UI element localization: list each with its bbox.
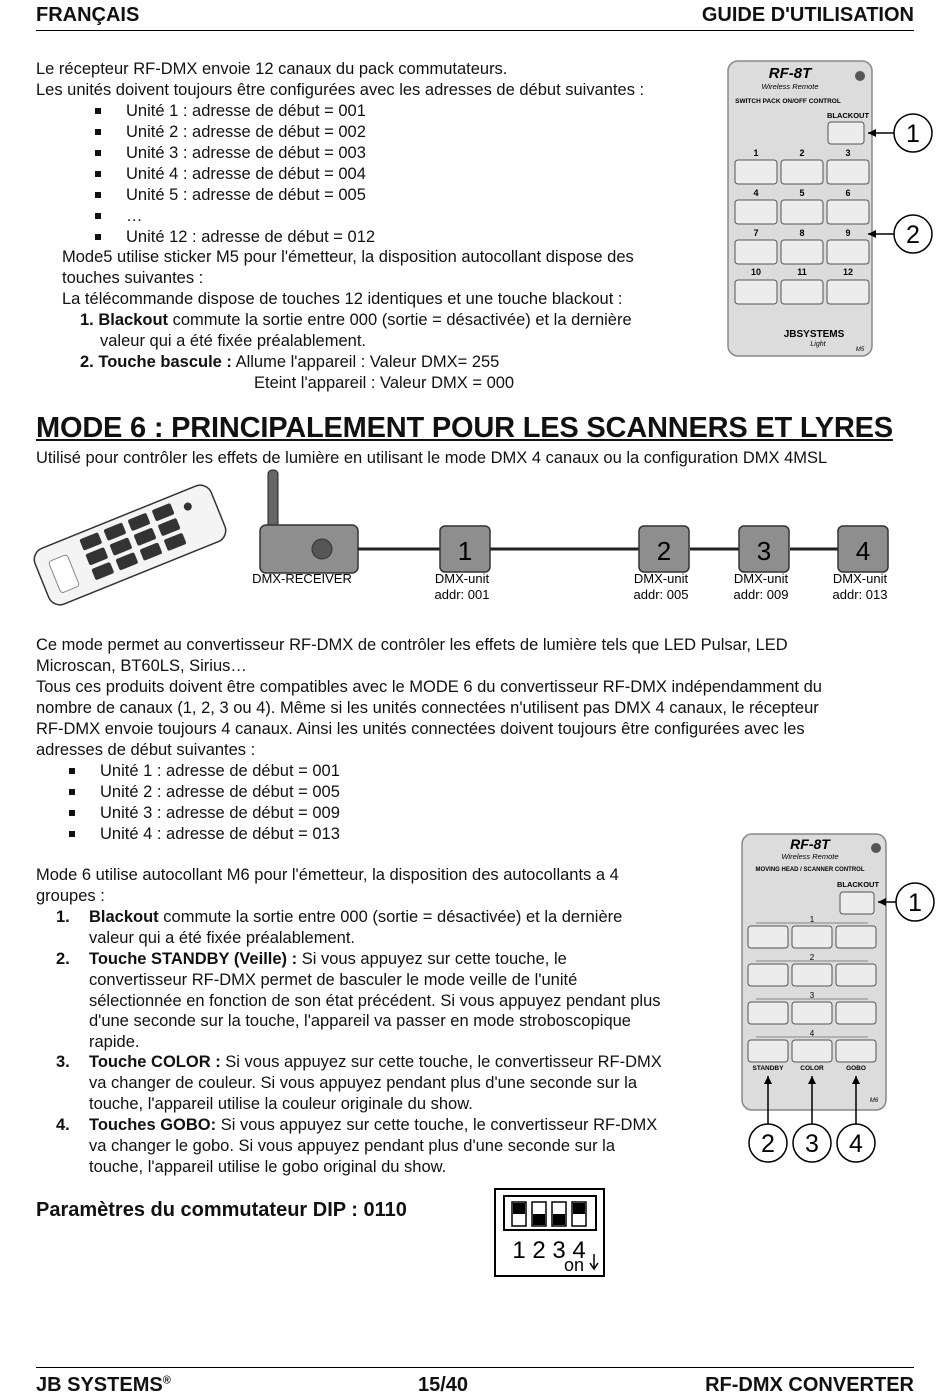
m6-item-3-line-2: va changer de couleur. Si vous appuyez pendant plus d'une seconde sur la: [89, 1073, 638, 1092]
remote-m6-group-4-key-2: [792, 1040, 832, 1062]
m6-sticker-line2: groupes :: [36, 887, 105, 905]
dmx-unit-3-number: 3: [756, 536, 772, 566]
remote-m5-key-2-label: 2: [799, 148, 805, 158]
remote-m6-group-4-key-3: [836, 1040, 876, 1062]
remote-m6-group-1-key-3: [836, 926, 876, 948]
m6-item-4-line-3: touche, l'appareil utilise le gobo original du show.: [89, 1157, 447, 1176]
remote-m6-group-4-key-1: [748, 1040, 788, 1062]
dip-switch-1-lever: [513, 1203, 525, 1214]
m6-callout-1-label: 1: [908, 889, 922, 917]
dip-switch-2-lever: [533, 1214, 545, 1225]
remote-m5-brand: JBSYSTEMS: [783, 329, 845, 340]
remote-m6-group-1-key-1: [748, 926, 788, 948]
remote-m6-group-1-key-2: [792, 926, 832, 948]
remote-m6-group-3-label: 3: [809, 991, 815, 1000]
m6-item-3: 3. Touche COLOR : Si vous appuyez sur cette touche, le convertisseur RF-DMX: [56, 1053, 662, 1071]
m6-item-2-line-2: convertisseur RF-DMX permet de basculer le mode veille de l'unité: [89, 970, 578, 989]
remote-m5-key-8: [781, 240, 823, 264]
s5-unit-5: Unité 5 : adresse de début = 005: [126, 186, 366, 204]
remote-m5-key-3: [827, 160, 869, 184]
remote-m6-color-label: COLOR: [800, 1065, 824, 1072]
remote-m5-key-9: [827, 240, 869, 264]
remote-m6-caption: MOVING HEAD / SCANNER CONTROL: [755, 867, 865, 873]
page-footer: [36, 1367, 914, 1398]
dip-number-1: 1: [512, 1237, 526, 1264]
dmx-unit-2-number: 2: [656, 536, 672, 566]
remote-m5-key-5-label: 5: [799, 188, 805, 198]
remote-m5-key-7-label: 7: [753, 228, 759, 238]
s5-item-2: 2. Touche bascule : Allume l'appareil : Valeur DMX= 255: [80, 353, 500, 371]
dip-switch-4-lever: [573, 1203, 585, 1214]
m6-item-2-line-5: rapide.: [89, 1033, 140, 1052]
remote-m6-gobo-label: GOBO: [846, 1065, 866, 1072]
s5-unit-3: Unité 3 : adresse de début = 003: [126, 144, 366, 162]
remote-m5-key-1: [735, 160, 777, 184]
footer-brand: JB SYSTEMS®: [36, 1374, 171, 1396]
receiver-label: DMX-RECEIVER: [252, 571, 352, 586]
dmx-unit-2-addr: addr: 005: [633, 587, 689, 602]
remote-m6-group-2-key-2: [792, 964, 832, 986]
remote-m5-key-3-label: 3: [845, 148, 851, 158]
remote-m5-caption: SWITCH PACK ON/OFF CONTROL: [735, 98, 841, 105]
remote-m6-blackout-label: BLACKOUT: [836, 880, 880, 889]
s5-sticker-line-2: touches suivantes :: [62, 269, 204, 287]
remote-m5-key-1-label: 1: [753, 148, 759, 158]
dip-number-4: 4: [572, 1237, 586, 1264]
remote-m5-key-12: [827, 280, 869, 304]
m6-para1-line1: Ce mode permet au convertisseur RF-DMX de contrôler les effets de lumière tels que LED Pulsar, LED: [36, 636, 788, 654]
m6-callout-4-label: 4: [849, 1130, 863, 1158]
footer-product: RF-DMX CONVERTER: [705, 1374, 914, 1396]
s5-remote-line: La télécommande dispose de touches 12 identiques et une touche blackout :: [62, 290, 623, 308]
m6-para2-line2: nombre de canaux (1, 2, 3 ou 4). Même si les unités connectées n'utilisent pas DMX 4 canaux, le récepteur: [36, 699, 819, 717]
s5-unit-1: Unité 1 : adresse de début = 001: [126, 102, 366, 120]
dip-on-label: on: [563, 1255, 585, 1275]
remote-m5-key-4: [735, 200, 777, 224]
s5-unit-12: Unité 12 : adresse de début = 012: [126, 228, 376, 246]
remote-m6-blackout-key: [840, 892, 874, 914]
remote-m5-key-11-label: 11: [797, 267, 807, 277]
m6-callout-3-label: 3: [805, 1130, 819, 1158]
m6-item-3-line-3: touche, l'appareil utilise la couleur originale du show.: [89, 1094, 473, 1113]
remote-m6-model: M6: [869, 1098, 879, 1104]
mode6-heading: MODE 6 : PRINCIPALEMENT POUR LES SCANNERS ET LYRES: [36, 412, 893, 444]
m6-para2-line3: RF-DMX envoie toujours 4 canaux. Ainsi les unités connectées doivent toujours être configurées avec les: [36, 720, 805, 738]
remote-m5-key-10: [735, 280, 777, 304]
m6-item-4: 4. Touches GOBO: Si vous appuyez sur cette touche, le convertisseur RF-DMX: [56, 1116, 658, 1134]
m6-para1-line2: Microscan, BT60LS, Sirius…: [36, 657, 247, 675]
remote-m6-title: RF-8T: [790, 836, 830, 852]
header-language: FRANÇAIS: [36, 4, 140, 26]
dmx-unit-1-addr: addr: 001: [434, 587, 490, 602]
mode6-subtitle: Utilisé pour contrôler les effets de lumière en utilisant le mode DMX 4 canaux ou la configuration DMX 4MSL: [36, 449, 828, 467]
handheld-remote: [31, 482, 230, 609]
remote-m6-group-2-key-1: [748, 964, 788, 986]
page-header: [36, 4, 914, 31]
s5-intro-2: Les unités doivent toujours être configurées avec les adresses de début suivantes :: [36, 81, 645, 99]
m6-unit-3: Unité 3 : adresse de début = 009: [100, 804, 340, 822]
remote-m5-key-2: [781, 160, 823, 184]
remote-m6-figure: [738, 832, 944, 1166]
remote-m6-group-3-key-1: [748, 1002, 788, 1024]
m6-item-4-line-2: va changer le gobo. Si vous appuyez pendant plus d'une seconde sur la: [89, 1136, 616, 1155]
dip-switch-figure: [494, 1188, 606, 1278]
s5-item-1-cont: valeur qui a été fixée préalablement.: [100, 332, 366, 350]
dmx-unit-2-label: DMX-unit: [633, 571, 689, 586]
s5-sticker-line-1: Mode5 utilise sticker M5 pour l'émetteur, la disposition autocollant dispose des: [62, 248, 634, 266]
m6-para2-line4: adresses de début suivantes :: [36, 741, 256, 759]
callout-1-label: 1: [906, 120, 920, 148]
m6-item-2-line-4: d'une seconde sur la touche, l'appareil va passer en mode stroboscopique: [89, 1012, 631, 1031]
m6-item-1: 1. Blackout commute la sortie entre 000 (sortie = désactivée) et la dernière: [56, 908, 623, 926]
remote-m5-brand-sub: Light: [810, 341, 826, 348]
remote-m5-key-5: [781, 200, 823, 224]
dip-switch-3-lever: [553, 1214, 565, 1225]
dip-title: Paramètres du commutateur DIP : 0110: [36, 1199, 407, 1221]
remote-m5-title: RF-8T: [768, 65, 812, 82]
dmx-unit-3-addr: addr: 009: [733, 587, 789, 602]
remote-m5-key-12-label: 12: [842, 267, 854, 277]
s5-unit-ellipsis: …: [126, 207, 143, 225]
s5-unit-4: Unité 4 : adresse de début = 004: [126, 165, 366, 183]
remote-m5-blackout-label: BLACKOUT: [826, 111, 870, 120]
remote-m5-key-9-label: 9: [845, 228, 851, 238]
remote-m5-key-8-label: 8: [799, 228, 805, 238]
dmx-unit-1-label: DMX-unit: [434, 571, 490, 586]
s5-intro-1: Le récepteur RF-DMX envoie 12 canaux du pack commutateurs.: [36, 60, 508, 78]
m6-callout-2-label: 2: [761, 1130, 775, 1158]
dip-number-2: 2: [532, 1237, 546, 1264]
dmx-unit-4-label: DMX-unit: [832, 571, 888, 586]
dmx-unit-1-number: 1: [457, 536, 473, 566]
remote-m5-subtitle: Wireless Remote: [761, 82, 819, 91]
remote-m6-group-2-label: 2: [809, 953, 815, 962]
remote-m5-key-6-label: 6: [845, 188, 851, 198]
m6-unit-1: Unité 1 : adresse de début = 001: [100, 762, 340, 780]
s5-unit-2: Unité 2 : adresse de début = 002: [126, 123, 366, 141]
dip-number-3: 3: [552, 1237, 566, 1264]
m6-para2-line1: Tous ces produits doivent être compatibles avec le MODE 6 du convertisseur RF-DMX indépendamment du: [36, 678, 822, 696]
remote-m5-figure: [722, 58, 944, 360]
remote-m6-subtitle: Wireless Remote: [781, 852, 839, 861]
remote-m5-key-7: [735, 240, 777, 264]
callout-2-label: 2: [906, 221, 920, 249]
remote-m6-group-2-key-3: [836, 964, 876, 986]
s5-item-2-cont: Eteint l'appareil : Valeur DMX = 000: [254, 374, 515, 392]
remote-m6-standby-label: STANDBY: [752, 1065, 784, 1072]
remote-m5-key-6: [827, 200, 869, 224]
footer-page-number: 15/40: [418, 1374, 469, 1396]
m6-item-2-line-3: sélectionnée en fonction de son état précédent. Si vous appuyez pendant plus: [89, 991, 661, 1010]
remote-m6-group-1-label: 1: [809, 915, 815, 924]
dmx-unit-4-number: 4: [855, 536, 871, 566]
remote-m6-group-3-key-2: [792, 1002, 832, 1024]
remote-m5-key-10-label: 10: [750, 267, 762, 277]
m6-item-2: 2. Touche STANDBY (Veille) : Si vous appuyez sur cette touche, le: [56, 950, 567, 968]
remote-m6-group-4-label: 4: [809, 1029, 815, 1038]
remote-m5-key-11: [781, 280, 823, 304]
remote-m5-key-4-label: 4: [753, 188, 759, 198]
dmx-diagram: [30, 465, 920, 610]
dmx-unit-3-label: DMX-unit: [733, 571, 789, 586]
m6-item-1-line-2: valeur qui a été fixée préalablement.: [89, 928, 355, 947]
m6-sticker-line1: Mode 6 utilise autocollant M6 pour l'émetteur, la disposition des autocollants a 4: [36, 866, 619, 884]
remote-m5-model: M5: [855, 347, 865, 353]
dmx-receiver-box: [260, 525, 358, 573]
dmx-unit-4-addr: addr: 013: [832, 587, 888, 602]
s5-item-1: 1. Blackout commute la sortie entre 000 (sortie = désactivée) et la dernière: [80, 311, 632, 329]
remote-m5-blackout-key: [828, 122, 864, 144]
remote-m5-led: [855, 71, 865, 81]
header-guide-title: GUIDE D'UTILISATION: [701, 4, 914, 26]
m6-unit-2: Unité 2 : adresse de début = 005: [100, 783, 340, 801]
remote-m6-group-3-key-3: [836, 1002, 876, 1024]
m6-unit-4: Unité 4 : adresse de début = 013: [100, 825, 340, 843]
